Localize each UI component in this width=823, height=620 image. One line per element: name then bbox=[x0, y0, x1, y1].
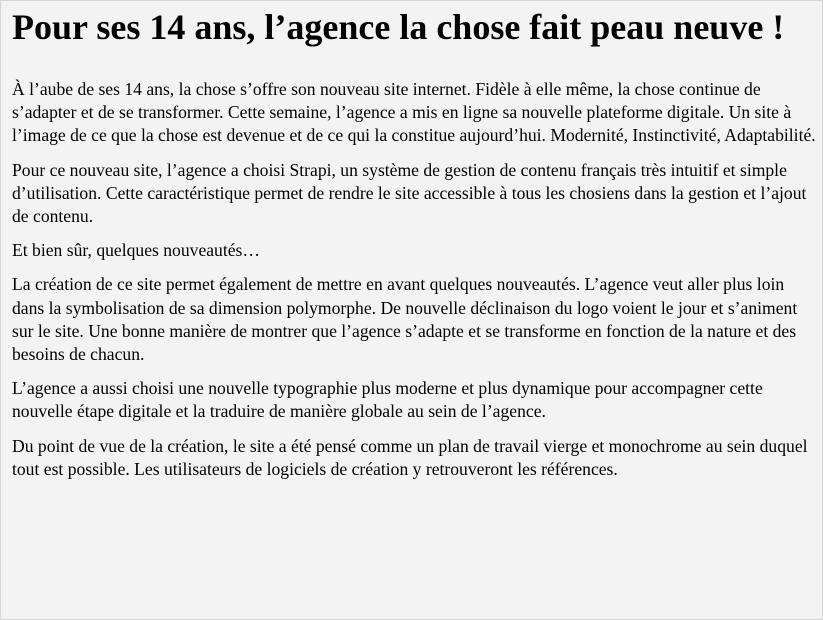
article-paragraph-typographie: L’agence a aussi choisi une nouvelle typographie plus moderne et plus dynamique pour accompagner cette nouvelle étape digitale et la traduire de manière globale au sein de l’agence. bbox=[12, 378, 763, 422]
article-title: Pour ses 14 ans, l’agence la chose fait peau neuve ! bbox=[12, 7, 785, 47]
article-paragraph-logo: La création de ce site permet également de mettre en avant quelques nouveautés. L’agence veut aller plus loin dans la symbolisation de sa dimension polymorphe. De nouvelle déclinaison du logo voient le jour et s’animent sur le site. Une bonne manière de montrer que l’agence s’adapte et se transforme en fonction de la nature et des besoins de chacun. bbox=[12, 274, 798, 365]
article-paragraph-nouveautes-intro: Et bien sûr, quelques nouveautés… bbox=[12, 240, 260, 261]
article bbox=[1, 1, 822, 481]
article-paragraph-strapi: Pour ce nouveau site, l’agence a choisi Strapi, un système de gestion de contenu français très intuitif et simple d’utilisation. Cette caractéristique permet de rendre le site accessible à tous les chosiens dans la gestion et l’ajout de contenu. bbox=[12, 159, 807, 227]
article-paragraph-intro: À l’aube de ses 14 ans, la chose s’offre son nouveau site internet. Fidèle à elle même, la chose continue de s’adapter et de se transformer. Cette semaine, l’agence a mis en ligne sa nouvelle plateforme digitale. Un site à l’image de ce que la chose est devenue et de ce qui la constitue aujourd’hui. Modernité, Instinctivité, Adaptabilité. bbox=[12, 79, 816, 146]
article-paragraph-creation: Du point de vue de la création, le site a été pensé comme un plan de travail vierge et monochrome au sein duquel tout est possible. Les utilisateurs de logiciels de création y retrouveront les références. bbox=[12, 435, 808, 479]
